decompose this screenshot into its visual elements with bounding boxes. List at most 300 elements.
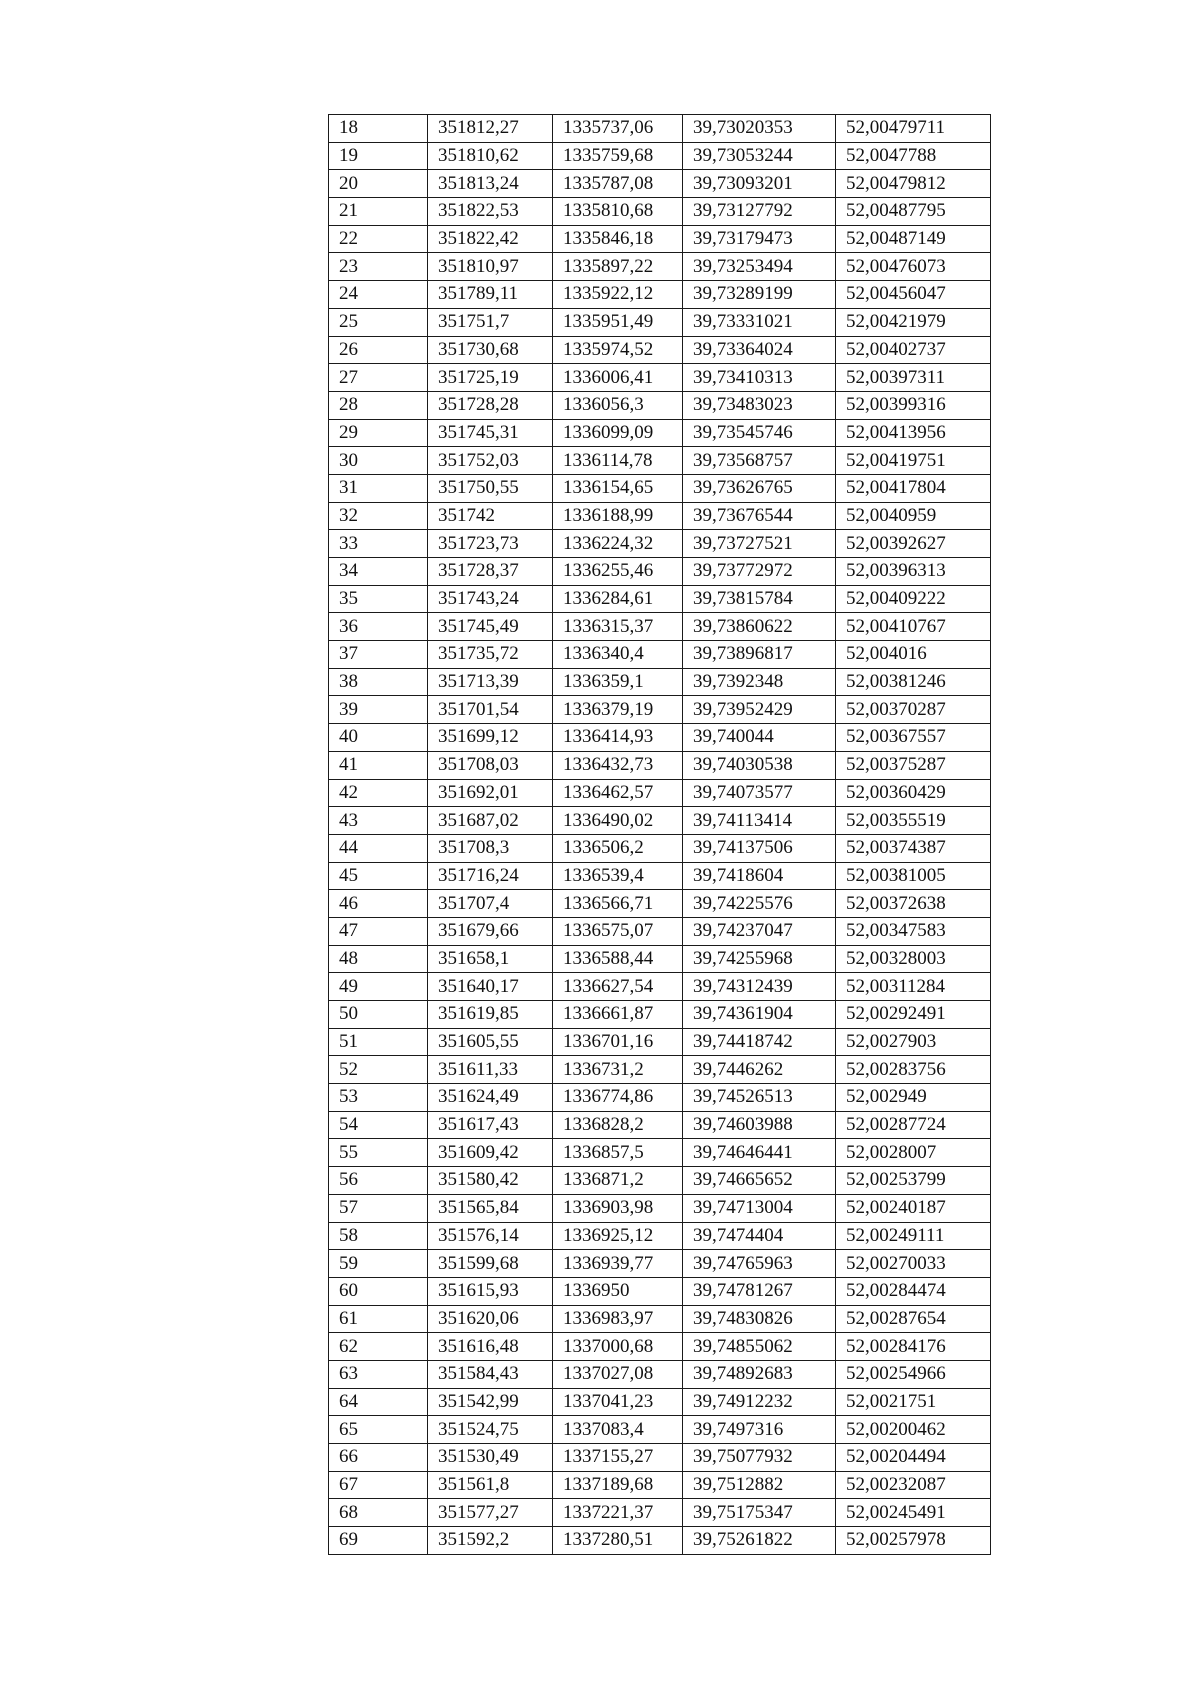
longitude-cell: 39,73545746 bbox=[683, 419, 836, 447]
longitude-cell: 39,7474404 bbox=[683, 1222, 836, 1250]
coord-y-cell: 1337000,68 bbox=[553, 1333, 683, 1361]
coord-x-cell: 351619,85 bbox=[428, 1001, 553, 1029]
point-number-cell: 49 bbox=[329, 973, 428, 1001]
point-number-cell: 61 bbox=[329, 1305, 428, 1333]
table-row bbox=[329, 779, 991, 807]
coord-x-cell: 351530,49 bbox=[428, 1444, 553, 1472]
longitude-cell: 39,74137506 bbox=[683, 834, 836, 862]
longitude-cell: 39,7392348 bbox=[683, 668, 836, 696]
coord-x-cell: 351679,66 bbox=[428, 917, 553, 945]
coord-y-cell: 1337221,37 bbox=[553, 1499, 683, 1527]
latitude-cell: 52,0021751 bbox=[836, 1388, 991, 1416]
table-row bbox=[329, 474, 991, 502]
point-number-cell: 26 bbox=[329, 336, 428, 364]
latitude-cell: 52,00487149 bbox=[836, 225, 991, 253]
latitude-cell: 52,00409222 bbox=[836, 585, 991, 613]
point-number-cell: 51 bbox=[329, 1028, 428, 1056]
coord-y-cell: 1335897,22 bbox=[553, 253, 683, 281]
point-number-cell: 33 bbox=[329, 530, 428, 558]
point-number-cell: 63 bbox=[329, 1360, 428, 1388]
coord-y-cell: 1336774,86 bbox=[553, 1084, 683, 1112]
longitude-cell: 39,7512882 bbox=[683, 1471, 836, 1499]
table-row bbox=[329, 1499, 991, 1527]
point-number-cell: 47 bbox=[329, 917, 428, 945]
coord-y-cell: 1336490,02 bbox=[553, 807, 683, 835]
latitude-cell: 52,00421979 bbox=[836, 308, 991, 336]
coord-x-cell: 351752,03 bbox=[428, 447, 553, 475]
coord-x-cell: 351742 bbox=[428, 502, 553, 530]
coord-y-cell: 1337041,23 bbox=[553, 1388, 683, 1416]
longitude-cell: 39,73364024 bbox=[683, 336, 836, 364]
table-row bbox=[329, 834, 991, 862]
table-row bbox=[329, 225, 991, 253]
coord-x-cell: 351789,11 bbox=[428, 281, 553, 309]
point-number-cell: 22 bbox=[329, 225, 428, 253]
point-number-cell: 67 bbox=[329, 1471, 428, 1499]
longitude-cell: 39,73952429 bbox=[683, 696, 836, 724]
longitude-cell: 39,74912232 bbox=[683, 1388, 836, 1416]
table-row bbox=[329, 1416, 991, 1444]
table-row bbox=[329, 1222, 991, 1250]
coord-y-cell: 1336939,77 bbox=[553, 1250, 683, 1278]
coord-x-cell: 351561,8 bbox=[428, 1471, 553, 1499]
table-row bbox=[329, 724, 991, 752]
coord-y-cell: 1337189,68 bbox=[553, 1471, 683, 1499]
longitude-cell: 39,73483023 bbox=[683, 391, 836, 419]
longitude-cell: 39,74765963 bbox=[683, 1250, 836, 1278]
longitude-cell: 39,74073577 bbox=[683, 779, 836, 807]
latitude-cell: 52,00370287 bbox=[836, 696, 991, 724]
coordinates-table bbox=[328, 114, 991, 1555]
coord-y-cell: 1336701,16 bbox=[553, 1028, 683, 1056]
latitude-cell: 52,00287724 bbox=[836, 1111, 991, 1139]
coord-x-cell: 351692,01 bbox=[428, 779, 553, 807]
point-number-cell: 36 bbox=[329, 613, 428, 641]
coord-x-cell: 351716,24 bbox=[428, 862, 553, 890]
coord-y-cell: 1337155,27 bbox=[553, 1444, 683, 1472]
coord-y-cell: 1336462,57 bbox=[553, 779, 683, 807]
point-number-cell: 25 bbox=[329, 308, 428, 336]
coord-y-cell: 1336056,3 bbox=[553, 391, 683, 419]
point-number-cell: 41 bbox=[329, 751, 428, 779]
longitude-cell: 39,74665652 bbox=[683, 1167, 836, 1195]
table-row bbox=[329, 1194, 991, 1222]
coord-x-cell: 351592,2 bbox=[428, 1527, 553, 1555]
coord-y-cell: 1336188,99 bbox=[553, 502, 683, 530]
coord-x-cell: 351810,97 bbox=[428, 253, 553, 281]
latitude-cell: 52,00240187 bbox=[836, 1194, 991, 1222]
table-row bbox=[329, 1444, 991, 1472]
latitude-cell: 52,00410767 bbox=[836, 613, 991, 641]
point-number-cell: 24 bbox=[329, 281, 428, 309]
point-number-cell: 34 bbox=[329, 558, 428, 586]
coord-x-cell: 351708,03 bbox=[428, 751, 553, 779]
table-row bbox=[329, 613, 991, 641]
longitude-cell: 39,74312439 bbox=[683, 973, 836, 1001]
latitude-cell: 52,00283756 bbox=[836, 1056, 991, 1084]
coord-x-cell: 351822,42 bbox=[428, 225, 553, 253]
table-row bbox=[329, 1333, 991, 1361]
longitude-cell: 39,75175347 bbox=[683, 1499, 836, 1527]
point-number-cell: 19 bbox=[329, 142, 428, 170]
coord-x-cell: 351707,4 bbox=[428, 890, 553, 918]
table-row bbox=[329, 1167, 991, 1195]
coord-y-cell: 1336575,07 bbox=[553, 917, 683, 945]
coord-x-cell: 351699,12 bbox=[428, 724, 553, 752]
coord-y-cell: 1336566,71 bbox=[553, 890, 683, 918]
coord-y-cell: 1336661,87 bbox=[553, 1001, 683, 1029]
table-row bbox=[329, 281, 991, 309]
coord-y-cell: 1335759,68 bbox=[553, 142, 683, 170]
latitude-cell: 52,00375287 bbox=[836, 751, 991, 779]
coord-x-cell: 351751,7 bbox=[428, 308, 553, 336]
latitude-cell: 52,00419751 bbox=[836, 447, 991, 475]
point-number-cell: 56 bbox=[329, 1167, 428, 1195]
table-row bbox=[329, 336, 991, 364]
coord-y-cell: 1335846,18 bbox=[553, 225, 683, 253]
latitude-cell: 52,00360429 bbox=[836, 779, 991, 807]
latitude-cell: 52,00257978 bbox=[836, 1527, 991, 1555]
latitude-cell: 52,00456047 bbox=[836, 281, 991, 309]
latitude-cell: 52,00487795 bbox=[836, 198, 991, 226]
coord-y-cell: 1336627,54 bbox=[553, 973, 683, 1001]
longitude-cell: 39,74526513 bbox=[683, 1084, 836, 1112]
table-row bbox=[329, 945, 991, 973]
coord-y-cell: 1336255,46 bbox=[553, 558, 683, 586]
coord-x-cell: 351542,99 bbox=[428, 1388, 553, 1416]
coord-y-cell: 1336224,32 bbox=[553, 530, 683, 558]
coord-y-cell: 1335787,08 bbox=[553, 170, 683, 198]
longitude-cell: 39,73253494 bbox=[683, 253, 836, 281]
latitude-cell: 52,002949 bbox=[836, 1084, 991, 1112]
latitude-cell: 52,0027903 bbox=[836, 1028, 991, 1056]
coord-y-cell: 1336506,2 bbox=[553, 834, 683, 862]
longitude-cell: 39,73676544 bbox=[683, 502, 836, 530]
longitude-cell: 39,75077932 bbox=[683, 1444, 836, 1472]
table-row bbox=[329, 917, 991, 945]
latitude-cell: 52,00381005 bbox=[836, 862, 991, 890]
point-number-cell: 28 bbox=[329, 391, 428, 419]
latitude-cell: 52,00287654 bbox=[836, 1305, 991, 1333]
latitude-cell: 52,00253799 bbox=[836, 1167, 991, 1195]
coord-y-cell: 1336950 bbox=[553, 1277, 683, 1305]
point-number-cell: 23 bbox=[329, 253, 428, 281]
coord-x-cell: 351620,06 bbox=[428, 1305, 553, 1333]
coord-y-cell: 1336315,37 bbox=[553, 613, 683, 641]
point-number-cell: 32 bbox=[329, 502, 428, 530]
longitude-cell: 39,74603988 bbox=[683, 1111, 836, 1139]
coord-y-cell: 1337083,4 bbox=[553, 1416, 683, 1444]
latitude-cell: 52,00204494 bbox=[836, 1444, 991, 1472]
table-row bbox=[329, 447, 991, 475]
table-row bbox=[329, 1277, 991, 1305]
point-number-cell: 44 bbox=[329, 834, 428, 862]
latitude-cell: 52,00355519 bbox=[836, 807, 991, 835]
coord-x-cell: 351812,27 bbox=[428, 115, 553, 143]
point-number-cell: 53 bbox=[329, 1084, 428, 1112]
coord-x-cell: 351750,55 bbox=[428, 474, 553, 502]
latitude-cell: 52,0047788 bbox=[836, 142, 991, 170]
table-row bbox=[329, 668, 991, 696]
latitude-cell: 52,00245491 bbox=[836, 1499, 991, 1527]
coord-x-cell: 351611,33 bbox=[428, 1056, 553, 1084]
coord-y-cell: 1337280,51 bbox=[553, 1527, 683, 1555]
point-number-cell: 38 bbox=[329, 668, 428, 696]
coord-y-cell: 1336903,98 bbox=[553, 1194, 683, 1222]
coord-y-cell: 1336983,97 bbox=[553, 1305, 683, 1333]
point-number-cell: 39 bbox=[329, 696, 428, 724]
coord-y-cell: 1337027,08 bbox=[553, 1360, 683, 1388]
longitude-cell: 39,73179473 bbox=[683, 225, 836, 253]
coord-x-cell: 351822,53 bbox=[428, 198, 553, 226]
point-number-cell: 40 bbox=[329, 724, 428, 752]
latitude-cell: 52,00417804 bbox=[836, 474, 991, 502]
coord-y-cell: 1336154,65 bbox=[553, 474, 683, 502]
coord-x-cell: 351609,42 bbox=[428, 1139, 553, 1167]
coord-x-cell: 351728,37 bbox=[428, 558, 553, 586]
coord-x-cell: 351735,72 bbox=[428, 641, 553, 669]
coord-y-cell: 1336114,78 bbox=[553, 447, 683, 475]
latitude-cell: 52,00328003 bbox=[836, 945, 991, 973]
longitude-cell: 39,73626765 bbox=[683, 474, 836, 502]
table-row bbox=[329, 585, 991, 613]
longitude-cell: 39,7446262 bbox=[683, 1056, 836, 1084]
longitude-cell: 39,74030538 bbox=[683, 751, 836, 779]
point-number-cell: 66 bbox=[329, 1444, 428, 1472]
latitude-cell: 52,00249111 bbox=[836, 1222, 991, 1250]
latitude-cell: 52,00479812 bbox=[836, 170, 991, 198]
latitude-cell: 52,00292491 bbox=[836, 1001, 991, 1029]
table-row bbox=[329, 973, 991, 1001]
table-row bbox=[329, 862, 991, 890]
coord-x-cell: 351745,49 bbox=[428, 613, 553, 641]
table-row bbox=[329, 890, 991, 918]
latitude-cell: 52,00374387 bbox=[836, 834, 991, 862]
point-number-cell: 52 bbox=[329, 1056, 428, 1084]
table-row bbox=[329, 198, 991, 226]
longitude-cell: 39,74892683 bbox=[683, 1360, 836, 1388]
coord-x-cell: 351580,42 bbox=[428, 1167, 553, 1195]
longitude-cell: 39,73772972 bbox=[683, 558, 836, 586]
table-row bbox=[329, 253, 991, 281]
point-number-cell: 35 bbox=[329, 585, 428, 613]
coord-y-cell: 1335922,12 bbox=[553, 281, 683, 309]
coord-y-cell: 1336414,93 bbox=[553, 724, 683, 752]
longitude-cell: 39,740044 bbox=[683, 724, 836, 752]
point-number-cell: 54 bbox=[329, 1111, 428, 1139]
coord-x-cell: 351701,54 bbox=[428, 696, 553, 724]
coord-x-cell: 351658,1 bbox=[428, 945, 553, 973]
longitude-cell: 39,7497316 bbox=[683, 1416, 836, 1444]
coord-x-cell: 351745,31 bbox=[428, 419, 553, 447]
latitude-cell: 52,00413956 bbox=[836, 419, 991, 447]
coord-y-cell: 1336588,44 bbox=[553, 945, 683, 973]
point-number-cell: 37 bbox=[329, 641, 428, 669]
latitude-cell: 52,00372638 bbox=[836, 890, 991, 918]
point-number-cell: 29 bbox=[329, 419, 428, 447]
latitude-cell: 52,00392627 bbox=[836, 530, 991, 558]
coord-y-cell: 1336925,12 bbox=[553, 1222, 683, 1250]
table-row bbox=[329, 1056, 991, 1084]
coord-y-cell: 1336006,41 bbox=[553, 364, 683, 392]
coord-x-cell: 351576,14 bbox=[428, 1222, 553, 1250]
table-row bbox=[329, 1084, 991, 1112]
point-number-cell: 46 bbox=[329, 890, 428, 918]
coord-x-cell: 351713,39 bbox=[428, 668, 553, 696]
coord-y-cell: 1336432,73 bbox=[553, 751, 683, 779]
coord-y-cell: 1336359,1 bbox=[553, 668, 683, 696]
longitude-cell: 39,73410313 bbox=[683, 364, 836, 392]
table-row bbox=[329, 1250, 991, 1278]
latitude-cell: 52,00254966 bbox=[836, 1360, 991, 1388]
table-row bbox=[329, 1028, 991, 1056]
latitude-cell: 52,00367557 bbox=[836, 724, 991, 752]
point-number-cell: 21 bbox=[329, 198, 428, 226]
coord-x-cell: 351687,02 bbox=[428, 807, 553, 835]
latitude-cell: 52,00399316 bbox=[836, 391, 991, 419]
latitude-cell: 52,00270033 bbox=[836, 1250, 991, 1278]
coord-x-cell: 351723,73 bbox=[428, 530, 553, 558]
coord-x-cell: 351577,27 bbox=[428, 1499, 553, 1527]
longitude-cell: 39,73727521 bbox=[683, 530, 836, 558]
point-number-cell: 64 bbox=[329, 1388, 428, 1416]
table-row bbox=[329, 1527, 991, 1555]
point-number-cell: 55 bbox=[329, 1139, 428, 1167]
longitude-cell: 39,74713004 bbox=[683, 1194, 836, 1222]
coord-x-cell: 351599,68 bbox=[428, 1250, 553, 1278]
latitude-cell: 52,00284474 bbox=[836, 1277, 991, 1305]
point-number-cell: 62 bbox=[329, 1333, 428, 1361]
longitude-cell: 39,73896817 bbox=[683, 641, 836, 669]
table-row bbox=[329, 751, 991, 779]
latitude-cell: 52,00402737 bbox=[836, 336, 991, 364]
table-row bbox=[329, 115, 991, 143]
coord-y-cell: 1336284,61 bbox=[553, 585, 683, 613]
table-row bbox=[329, 502, 991, 530]
point-number-cell: 45 bbox=[329, 862, 428, 890]
coord-x-cell: 351624,49 bbox=[428, 1084, 553, 1112]
table-row bbox=[329, 1111, 991, 1139]
coord-y-cell: 1336099,09 bbox=[553, 419, 683, 447]
point-number-cell: 60 bbox=[329, 1277, 428, 1305]
latitude-cell: 52,0028007 bbox=[836, 1139, 991, 1167]
coordinates-table-body bbox=[329, 115, 991, 1555]
point-number-cell: 50 bbox=[329, 1001, 428, 1029]
table-row bbox=[329, 1471, 991, 1499]
coord-y-cell: 1335974,52 bbox=[553, 336, 683, 364]
latitude-cell: 52,00381246 bbox=[836, 668, 991, 696]
table-row bbox=[329, 1139, 991, 1167]
latitude-cell: 52,00397311 bbox=[836, 364, 991, 392]
longitude-cell: 39,73568757 bbox=[683, 447, 836, 475]
point-number-cell: 27 bbox=[329, 364, 428, 392]
coord-x-cell: 351813,24 bbox=[428, 170, 553, 198]
point-number-cell: 30 bbox=[329, 447, 428, 475]
table-row bbox=[329, 1001, 991, 1029]
point-number-cell: 43 bbox=[329, 807, 428, 835]
coord-y-cell: 1336871,2 bbox=[553, 1167, 683, 1195]
longitude-cell: 39,73093201 bbox=[683, 170, 836, 198]
longitude-cell: 39,74418742 bbox=[683, 1028, 836, 1056]
coord-x-cell: 351728,28 bbox=[428, 391, 553, 419]
coord-y-cell: 1336539,4 bbox=[553, 862, 683, 890]
latitude-cell: 52,00284176 bbox=[836, 1333, 991, 1361]
longitude-cell: 39,74361904 bbox=[683, 1001, 836, 1029]
coord-y-cell: 1335951,49 bbox=[553, 308, 683, 336]
table-row bbox=[329, 170, 991, 198]
latitude-cell: 52,00200462 bbox=[836, 1416, 991, 1444]
point-number-cell: 59 bbox=[329, 1250, 428, 1278]
latitude-cell: 52,0040959 bbox=[836, 502, 991, 530]
longitude-cell: 39,74855062 bbox=[683, 1333, 836, 1361]
latitude-cell: 52,004016 bbox=[836, 641, 991, 669]
coord-y-cell: 1336857,5 bbox=[553, 1139, 683, 1167]
point-number-cell: 48 bbox=[329, 945, 428, 973]
coord-x-cell: 351617,43 bbox=[428, 1111, 553, 1139]
latitude-cell: 52,00232087 bbox=[836, 1471, 991, 1499]
point-number-cell: 58 bbox=[329, 1222, 428, 1250]
table-row bbox=[329, 641, 991, 669]
latitude-cell: 52,00347583 bbox=[836, 917, 991, 945]
latitude-cell: 52,00479711 bbox=[836, 115, 991, 143]
longitude-cell: 39,73020353 bbox=[683, 115, 836, 143]
coord-x-cell: 351743,24 bbox=[428, 585, 553, 613]
coord-x-cell: 351708,3 bbox=[428, 834, 553, 862]
table-row bbox=[329, 530, 991, 558]
longitude-cell: 39,73053244 bbox=[683, 142, 836, 170]
coord-y-cell: 1335737,06 bbox=[553, 115, 683, 143]
coord-x-cell: 351810,62 bbox=[428, 142, 553, 170]
point-number-cell: 42 bbox=[329, 779, 428, 807]
coord-x-cell: 351640,17 bbox=[428, 973, 553, 1001]
coord-x-cell: 351616,48 bbox=[428, 1333, 553, 1361]
table-row bbox=[329, 142, 991, 170]
longitude-cell: 39,7418604 bbox=[683, 862, 836, 890]
table-row bbox=[329, 1360, 991, 1388]
table-row bbox=[329, 364, 991, 392]
longitude-cell: 39,75261822 bbox=[683, 1527, 836, 1555]
coord-x-cell: 351615,93 bbox=[428, 1277, 553, 1305]
latitude-cell: 52,00476073 bbox=[836, 253, 991, 281]
coord-y-cell: 1335810,68 bbox=[553, 198, 683, 226]
longitude-cell: 39,73289199 bbox=[683, 281, 836, 309]
longitude-cell: 39,74113414 bbox=[683, 807, 836, 835]
coord-x-cell: 351725,19 bbox=[428, 364, 553, 392]
table-row bbox=[329, 419, 991, 447]
coord-x-cell: 351584,43 bbox=[428, 1360, 553, 1388]
latitude-cell: 52,00311284 bbox=[836, 973, 991, 1001]
longitude-cell: 39,73127792 bbox=[683, 198, 836, 226]
longitude-cell: 39,73860622 bbox=[683, 613, 836, 641]
table-row bbox=[329, 1305, 991, 1333]
table-row bbox=[329, 308, 991, 336]
coord-x-cell: 351605,55 bbox=[428, 1028, 553, 1056]
longitude-cell: 39,74781267 bbox=[683, 1277, 836, 1305]
longitude-cell: 39,74225576 bbox=[683, 890, 836, 918]
coord-y-cell: 1336828,2 bbox=[553, 1111, 683, 1139]
coord-y-cell: 1336379,19 bbox=[553, 696, 683, 724]
point-number-cell: 18 bbox=[329, 115, 428, 143]
longitude-cell: 39,74237047 bbox=[683, 917, 836, 945]
table-row bbox=[329, 807, 991, 835]
table-row bbox=[329, 558, 991, 586]
coord-x-cell: 351524,75 bbox=[428, 1416, 553, 1444]
longitude-cell: 39,73331021 bbox=[683, 308, 836, 336]
coord-x-cell: 351730,68 bbox=[428, 336, 553, 364]
point-number-cell: 68 bbox=[329, 1499, 428, 1527]
coord-y-cell: 1336731,2 bbox=[553, 1056, 683, 1084]
longitude-cell: 39,74646441 bbox=[683, 1139, 836, 1167]
